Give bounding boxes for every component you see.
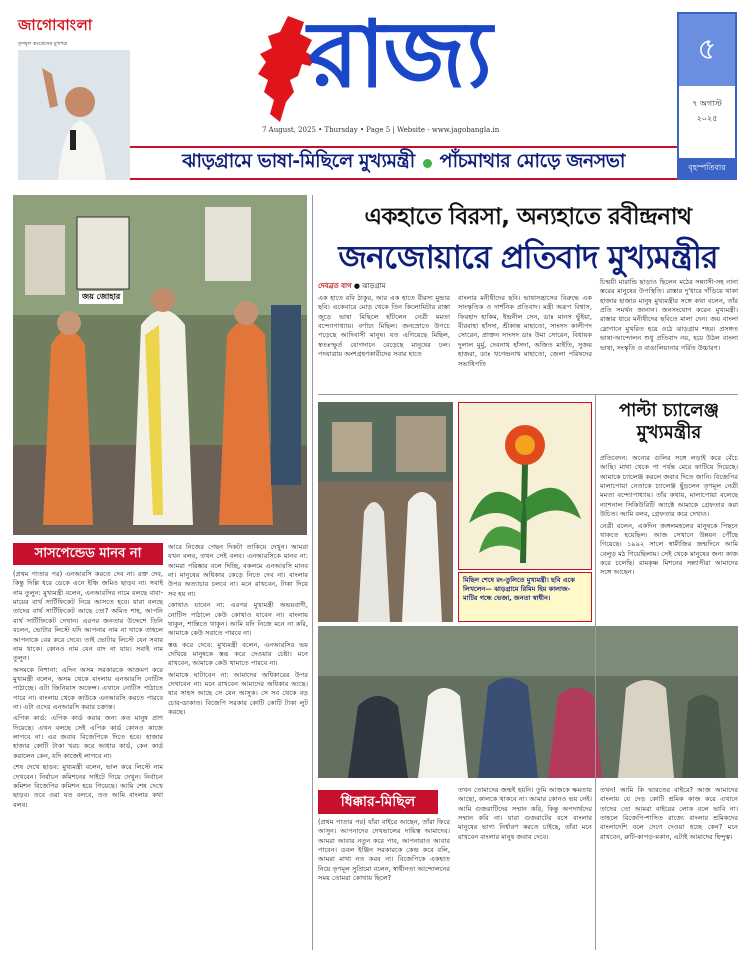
section-rule <box>318 394 738 395</box>
portrait-illustration <box>18 50 130 180</box>
lower-column-2 <box>458 786 592 844</box>
left-text-d: শেষ দেখে ছাড়ব: মুখ্যমন্ত্রী বলেন, ভাল করে লিস্টে নাম দেখবেন। নির্বাচন কমিশনের সাইটে গিয়ে দেখুন। নির্বাচন কমিশন বিজেপির কমিশন হয়ে গিয়েছে। আমি শেষ দেখে ছাড়ব। তবে ওরা যত বলবে, তত আমি বাংলার কথা বলব। <box>13 763 163 809</box>
date-year: ২০২৫ <box>696 114 718 124</box>
painting-illustration <box>459 403 591 569</box>
lower-column-1 <box>318 818 450 886</box>
lead-col3-text: চিন্ময়ী মারান্ডি ছাড়াও ছিলেন মঠের সন্ন্যাসী-সহ নানা স্তরের মানুষের উপস্থিতি। রাস্তার দু'ধারে দাঁড়িয়ে থাকা হাজার হাজার মানুষ মুখ্যমন্ত্রীর সঙ্গে কথা বলেন, তাঁর প্রতি সমর্থন জানান। জনসংযোগ করেন মুখ্যমন্ত্রী। রাস্তার ধারে মনীষীদের ছবিতে মালা দেন। জয় বাংলা স্লোগানে মুখরিত হয়ে ওঠে ঝাড়গ্রাম শহর। প্রসঙ্গত ভাষা-আন্দোলন শুধু প্রতিবাদ নয়, হয়ে উঠল বাংলা ভাষা, সংস্কৃতি ও বাঙালিয়ানার গর্বিত উচ্চারণ। <box>600 278 738 352</box>
painting-photo <box>458 402 592 570</box>
mid-text-a: আরে নিজের পেছন দিকটা তাকিয়ে দেখুন। আমরা যখন বলব, তখন সেই বলব। এনআরসিকে মানব না: আমরা পরিষ্কার বলে দিচ্ছি, বকলমে এনআরসি মানব না। মানুষের অধিকার কেড়ে নিতে দেব না। বাংলার উপর অত্যাচার চলবে না। মনে রাখবেন, টাকা দিয়ে সব হয় না। <box>168 543 308 598</box>
date-text <box>679 86 735 158</box>
date-day: ৭ অগাস্ট <box>692 99 722 108</box>
street-photo <box>318 402 453 622</box>
photo-sign: জয় জোহার <box>79 291 123 304</box>
right-column-2 <box>600 786 738 844</box>
left-text-b: অসমকে নিশানা: এদিন অসম সরকারকে আক্রমণ করে মুখ্যমন্ত্রী বলেন, অসম থেকে বাংলায় এনআরসি নোটিস পাঠাচ্ছে। এটা জিনিয়াস অফেন্স। এখানে নোটিস পাঠাতে পারে না। বাংলায় থেকে কাউকে এনআরসি করতে পারবে না। এটা ওদের এনআরসি করার চক্রান্ত। <box>13 665 163 712</box>
banner-left: ঝাড়গ্রামে ভাষা-মিছিলে মুখ্যমন্ত্রী <box>182 150 415 172</box>
rally-illustration <box>13 195 307 535</box>
lead-headline: জনজোয়ারে প্রতিবাদ মুখ্যমন্ত্রীর <box>338 238 718 276</box>
date-box <box>677 12 737 180</box>
greeting-photo <box>318 626 738 778</box>
greeting-illustration <box>318 626 738 778</box>
lead-kicker: একহাতে বিরসা, অন্যহাতে রবীন্দ্রনাথ <box>364 204 692 230</box>
right-text-b: নেত্রী বলেন, একদিন জঙ্গলমহলের মানুষকে পিছনে থাকতে হয়েছিল। আজ সেখানে উন্নয়ন পৌঁছে গিয়েছে। ১৯৯২ সালে স্বামীজির জন্মদিনে আমি বেলুড় মঠ গিয়েছিলাম। সেই থেকে মানুষের জন্য কাজ করে চলেছি। রামকৃষ্ণ মিশনের সন্ন্যাসীরা আমাদের সঙ্গে আছেন। <box>600 521 738 577</box>
brand-logo <box>18 14 130 50</box>
byline-place: ঝাড়গ্রাম <box>362 282 386 290</box>
left-text-c: এপিক কার্ড: এপিক কার্ড করার জন্য কত মানুষ প্রাণ দিয়েছে। এখন বলছে সেই এপিক কার্ড কোনও কাজে লাগবে না। এর জবাব বিজেপিকে দিতে হবে। হাজার হাজার কোটি টাকা খরচ করে আধার কার্ড, কেন কার্ড করালেন কেন, যদি কাজেই লাগবে না। <box>13 714 163 760</box>
page-number: ৫ <box>679 14 735 86</box>
painting-caption: মিছিল শেষে রং-তুলিতে মুখ্যমন্ত্রী। ছবি একে লিখলেন— ঝাড়গ্রামে রিমিম হিম কালাজ- মাটির গন্ধে ভেজা, জনতা স্বাধীন। <box>458 572 592 622</box>
lead-col1-text: এক হাতে রবি ঠাকুর, আর এক হাতে বীরসা মুন্ডার ছবি। একেবারে মোড় থেকে তিন কিলোমিটার রাস্তা জুড়ে ভাষা মিছিলে হাঁটলেন নেত্রী মমতা বন্দ্যোপাধ্যায়। বর্ণাঢ্য মিছিল। জনস্রোতে উপচে পড়েছে আদিবাসী মানুষ। যত এগিয়েছে মিছিল, স্বতঃস্ফূর্ত যোগদানে বেড়েছে মানুষের ঢল। পদযাত্রায় অংশগ্রহণকারীদের সবার হাতে <box>318 294 450 359</box>
lead-column-2 <box>458 294 592 371</box>
street-illustration <box>318 402 453 622</box>
lead-column-3 <box>600 278 738 355</box>
bullet-dot-icon <box>423 159 432 168</box>
lead-byline <box>318 280 386 292</box>
right-text-c: তখন! আমি কি ভারতের বাইরে? আজ আমাদের বাংলায় যে দেড় কোটি শ্রমিক কাজ করে এখানে তাদের তো আমরা বাইরের লোক বলে ভাবি না। তাহলে বিজেপি-শাসিত রাজ্যে বাংলার শ্রমিকদের বাংলাদেশি বলে দেগে দেওয়া হচ্ছে কেন? মনে রাখবেন, রুটি-কাপড়-মকান, এটাই আমাদের হিন্দুত্ব। <box>600 786 738 841</box>
lower-story-headline: ধিক্কার-মিছিল <box>318 790 438 814</box>
lead-col2-text: বাংলার মনীষীদের ছবি। ভাষাসন্ত্রাসের বিরুদ্ধে এক সাংস্কৃতিক ও দার্শনিক প্রতিবাদ। মন্ত্রী অরূপ বিশ্বাস, ফিরহাদ হাকিম, ইন্দ্রনীল সেন, ডাঃ মানস ভুঁইয়া, বীরবাহা হাঁসদা, শ্রীকান্ত মাহাতো, সাংসদ কালীপদ সোরেন, প্রাক্তন সাংসদ ডাঃ উমা সোরেন, বিধায়ক দুলাল মুর্মু, দেবনাথ হাঁসদা, অজিত মাইতি, সুজয় হাজরা, ডাঃ খগেন্দ্রনাথ মাহাতো, জেলা পরিষদের সভাধিপতি <box>458 294 592 368</box>
right-text-a: প্রতিবেদন: অন্যের গুলির সঙ্গে লড়াই করে বেঁচে আছি। মাথা থেকে পা পর্যন্ত মেরে ফাটিয়ে দিয়েছে। আমাকে চ্যালেঞ্জ করলে জবাব দিতে জানি। বিজেপির মালাপোয়া নেতাকে চ্যালেঞ্জ ছুঁড়লেন তৃণমূল নেত্রী মমতা বন্দ্যোপাধ্যায়। তাঁর কথায়, মালাপোয়া বলেছে ন্যাশনাল সিকিউরিটি অ্যাক্টে আমাকে গ্রেফতার করা উচিত। আমি বলব, গ্রেফতার করে দেখাও। <box>600 454 738 519</box>
brand-name: জাগোবাংলা <box>18 16 93 34</box>
weekday: বৃহস্পতিবার <box>679 158 735 178</box>
column-rule <box>595 394 596 950</box>
top-banner <box>130 146 677 180</box>
mid-column-1 <box>168 543 308 719</box>
right-column-1 <box>600 454 738 580</box>
right-headline-box <box>600 400 738 450</box>
lower-text-a: (প্রথম পাতার পর) যাঁরা বাইরে আছেন, তাঁরা ফিরে আসুন। আপনাদের দেখভালের দায়িত্ব আমাদের। আমরা আবার নতুন করে পাব, আপনারাও আবার পাবেন। ডবল ইঞ্জিন সরকারকে কেন্দ্র করে বলি, আমরা মাথা নত করব না। বিজেপিকে একহাত নিয়ে তৃণমূল সুপ্রিমো বলেন, স্বাধীনতা আন্দোলনের সময় তোমরা কোথায় ছিলে? <box>318 818 450 883</box>
left-text-a: (প্রথম পাতার পর) এনআরসি করতে দেব না। রক্ত দেব, কিন্তু দিল্লি ধরে ডেকে এনে ইঞ্চি জমিও ছাড়ব না। সবাই নাম তুলুন: মুখ্যমন্ত্রী বলেন, এনআরসির নামে বলছে বাবা-মায়ের বার্থ সার্টিফিকেট নিয়ে আসতে হবে। যারা বলছে তাদের বার্থ সার্টিফিকেট আছে তো? অমিত শাহ, আপনি বার্থ সার্টিফিকেট দেখান। এরপর জনতার উদ্দেশে তিনি বলেন, ভোটার লিস্টে যদি আপনার নাম না থাকে তাহলে আপনাকে বের করে দেবে। তাই ভোটার লিস্টে যেন সবার নাম থাকে। কোনও নাম যেন বাদ না যায়। সবাই নাম তুলুন। <box>13 570 163 663</box>
column-rule <box>312 195 313 950</box>
mid-text-d: আমাকে ঘাটাবেন না: আমাদের অধিকারের উপর দেখাবেন না। মনে রাখবেন আমাদের অধিকার আছে। যার সাহস আছে সে যেন আসুক। সে সব থেকে বড় চোর-ডাকাত। বিজেপি সরকার কোটি কোটি টাকা লুট করছে। <box>168 670 308 717</box>
banner-right: পাঁচমাথার মোড়ে জনসভা <box>439 150 625 172</box>
left-column-1 <box>13 570 163 812</box>
mid-text-c: স্তব্ধ করে দেবে: মুখ্যমন্ত্রী বলেন, এনআরসির ভয় দেখিয়ে মানুষকে স্তব্ধ করে দেওয়ার চেষ্টা। মনে রাখবেন, আমাকে কেউ থামাতে পারবে না। <box>168 640 308 668</box>
byline-sep: ● <box>353 282 363 290</box>
chief-minister-portrait <box>18 50 130 180</box>
rally-photo <box>13 195 307 535</box>
right-headline: পাল্টা চ্যালেঞ্জ মুখ্যমন্ত্রীর <box>618 400 720 443</box>
mid-text-b: কোথাও যাবেন না: এরপর মুখ্যমন্ত্রী অভয়বাণী, নোটিস পাঠালে কেউ কোথাও যাবেন না। বাংলায় থাকুন, শান্তিতে থাকুন। আমি যদি নিজে মনে না করি, আমাকে কেউ সরাতে পারবে না। <box>168 601 308 638</box>
dateline: 7 August, 2025 • Thursday • Page 5 | Website - www.jagobangla.in <box>262 126 500 134</box>
section-title: রাজ্য <box>308 0 491 108</box>
lead-column-1 <box>318 294 450 362</box>
left-story-headline: সাসপেন্ডেড মানব না <box>13 543 163 565</box>
brand-tagline: তৃণমূল কংগ্রেসের মুখপত্র <box>18 41 68 47</box>
lower-text-b: তখন তোমাদের জন্মই হয়নি। তুমি আজকে ক্ষমতায় আছো, কালকে থাকবে না। আমার কোনও ভয় নেই। আমি গুজরাটিদের সম্মান করি, কিন্তু অপদার্থদের সম্মান করি না। যারা গুজরাটের বসে বাংলার মানুষের ভাগ্য নির্ধারণ করতে চাইছে, তাঁরা মনে রাখবেন বাংলার মানুষ জবাব দেবে। <box>458 786 592 841</box>
byline-name: দেবব্রত বাগ <box>318 282 352 290</box>
